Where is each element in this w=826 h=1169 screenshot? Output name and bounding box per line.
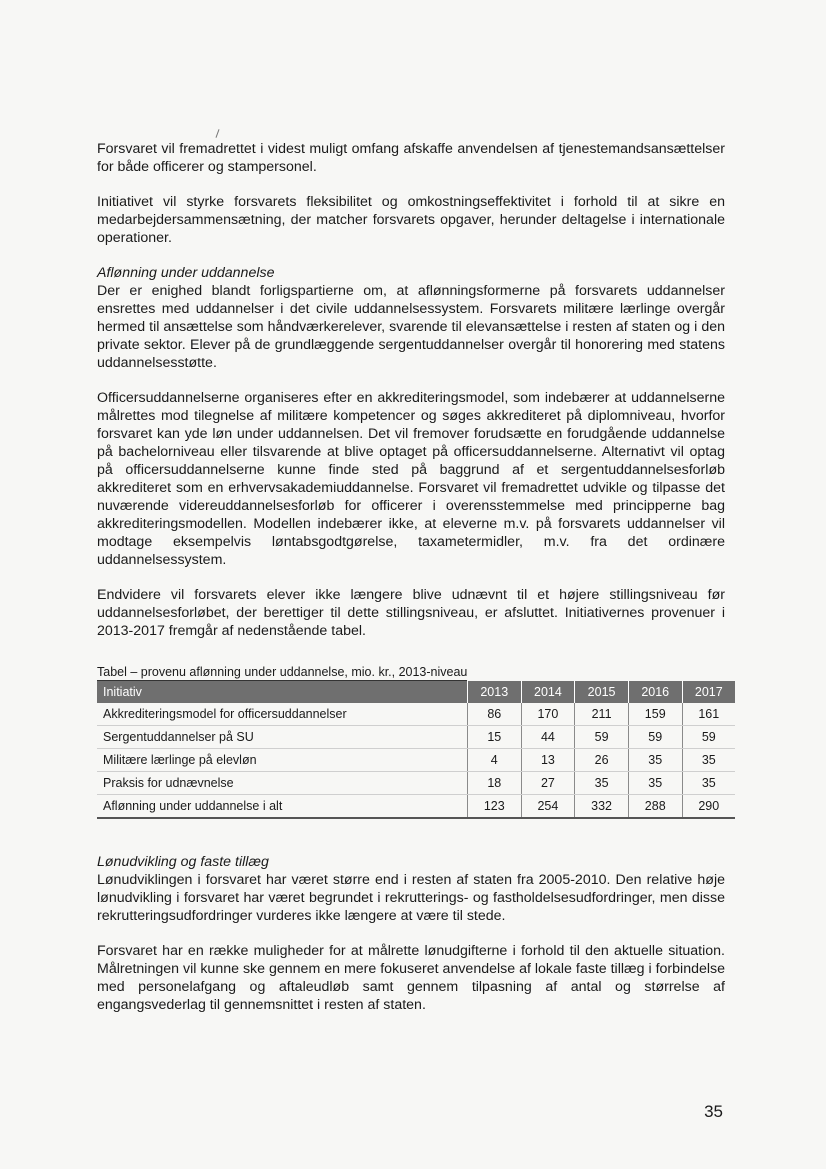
table-row [97,772,735,795]
paragraph-intro-2: Initiativet vil styrke forsvarets fleksibilitet og omkostningseffektivitet i forhold til at sikre en medarbejdersammensætning, der matcher forsvarets opgaver, herunder deltagelse i internationale operationer. [97,194,725,246]
scan-mark [215,129,219,138]
table-cell: 15 [467,726,521,749]
table-cell: 35 [575,772,629,795]
table-cell: 290 [682,795,735,819]
table-cell: Militære lærlinge på elevløn [97,749,467,772]
header-cell: 2016 [628,681,682,703]
table-cell: 332 [575,795,629,819]
table-cell: 35 [682,749,735,772]
table-cell: Akkrediteringsmodel for officersuddannelser [97,703,467,726]
document-page [97,140,725,1031]
spacer [97,819,725,853]
paragraph-aflonning-1: Der er enighed blandt forligspartierne om, at aflønningsformerne på forsvarets uddannelser ensrettes med uddannelser i det civile uddannelsessystem. Forsvarets militære lærlinge overgår hermed til ansættelse som håndværkerelever, svarende til elevansættelse i resten af staten og i den private sektor. Elever på de grundlæggende sergentuddannelser overgår til honorering med statens uddannelsesstøtte. [97,283,725,371]
header-cell: 2017 [682,681,735,703]
header-cell: 2015 [575,681,629,703]
table-cell: 59 [575,726,629,749]
table-cell: 59 [682,726,735,749]
section-heading-aflonning: Aflønning under uddannelse [97,265,275,281]
paragraph-lonudvikling-1: Lønudviklingen i forsvaret har været større end i resten af staten fra 2005-2010. Den relative høje lønudvikling i forsvaret har været begrundet i rekrutterings- og fastholdelsesudfordringer, men disse rekrutteringsudfordringer vurderes ikke længere at være til stede. [97,872,725,924]
table-total-row [97,795,735,819]
table-cell: 170 [521,703,575,726]
header-cell: 2014 [521,681,575,703]
table-cell: 211 [575,703,629,726]
header-cell: 2013 [467,681,521,703]
table-block [97,657,725,819]
table-cell: Aflønning under uddannelse i alt [97,795,467,819]
table-cell: 35 [628,772,682,795]
table-cell: 18 [467,772,521,795]
header-cell: Initiativ [97,681,467,703]
table-cell: 4 [467,749,521,772]
section-heading-lonudvikling: Lønudvikling og faste tillæg [97,854,269,870]
table-header-row [97,681,735,703]
paragraph-lonudvikling-2: Forsvaret har en række muligheder for at målrette lønudgifterne i forhold til den aktuelle situation. Målretningen vil kunne ske gennem en mere fokuseret anvendelse af lokale faste tillæg i forbindelse med personelafgang og aftaleudløb samt gennem tilpasning af antal og størrelse af engangsvederlag til gennemsnittet i resten af staten. [97,943,725,1013]
paragraph-aflonning-2: Officersuddannelserne organiseres efter en akkrediteringsmodel, som indebærer at uddannelserne målrettes mod tilegnelse af militære kompetencer og søges akkrediteret på diplomniveau, hvorfor forsvaret kan yde løn under uddannelsen. Det vil fremover forudsætte en forudgående uddannelse på bachelorniveau eller tilsvarende at blive optaget på officersuddannelserne. Alternativt vil optag på officersuddannelserne kunne finde sted på baggrund af et sergentuddannelsesforløb akkrediteret som en erhvervsakademiuddannelse. Forsvaret vil fremadrettet udvikle og tilpasse det nuværende videreuddannelsesforløb for officerer i overensstemmelse med principperne bag akkrediteringsmodellen. Modellen indebærer ikke, at eleverne m.v. på forsvarets uddannelser vil modtage eksempelvis løntabsgodtgørelse, taxametermidler, m.v. fra det ordinære uddannelsessystem. [97,390,725,568]
section-aflonning [97,264,725,372]
table-cell: 13 [521,749,575,772]
table-cell: Praksis for udnævnelse [97,772,467,795]
table-row [97,703,735,726]
paragraph-intro-1: Forsvaret vil fremadrettet i videst muligt omfang afskaffe anvendelsen af tjenestemandsansættelser for både officerer og stampersonel. [97,141,725,175]
table-cell: 35 [628,749,682,772]
page-number: 35 [704,1102,723,1121]
table-cell: 288 [628,795,682,819]
table-caption: Tabel – provenu aflønning under uddannelse, mio. kr., 2013-niveau [97,665,468,679]
table-cell: 35 [682,772,735,795]
table-row [97,726,735,749]
table-cell: 27 [521,772,575,795]
table-cell: 254 [521,795,575,819]
table-cell: 123 [467,795,521,819]
table-cell: Sergentuddannelser på SU [97,726,467,749]
table-cell: 159 [628,703,682,726]
table-cell: 161 [682,703,735,726]
provenu-table [97,681,735,819]
table-cell: 44 [521,726,575,749]
paragraph-aflonning-3: Endvidere vil forsvarets elever ikke længere blive udnævnt til et højere stillingsniveau før uddannelsesforløbet, der berettiger til dette stillingsniveau, er afsluttet. Initiativernes provenuer i 2013-2017 fremgår af nedenstående tabel. [97,587,725,639]
table-cell: 59 [628,726,682,749]
table-cell: 26 [575,749,629,772]
table-cell: 86 [467,703,521,726]
section-lonudvikling [97,853,725,925]
table-row [97,749,735,772]
